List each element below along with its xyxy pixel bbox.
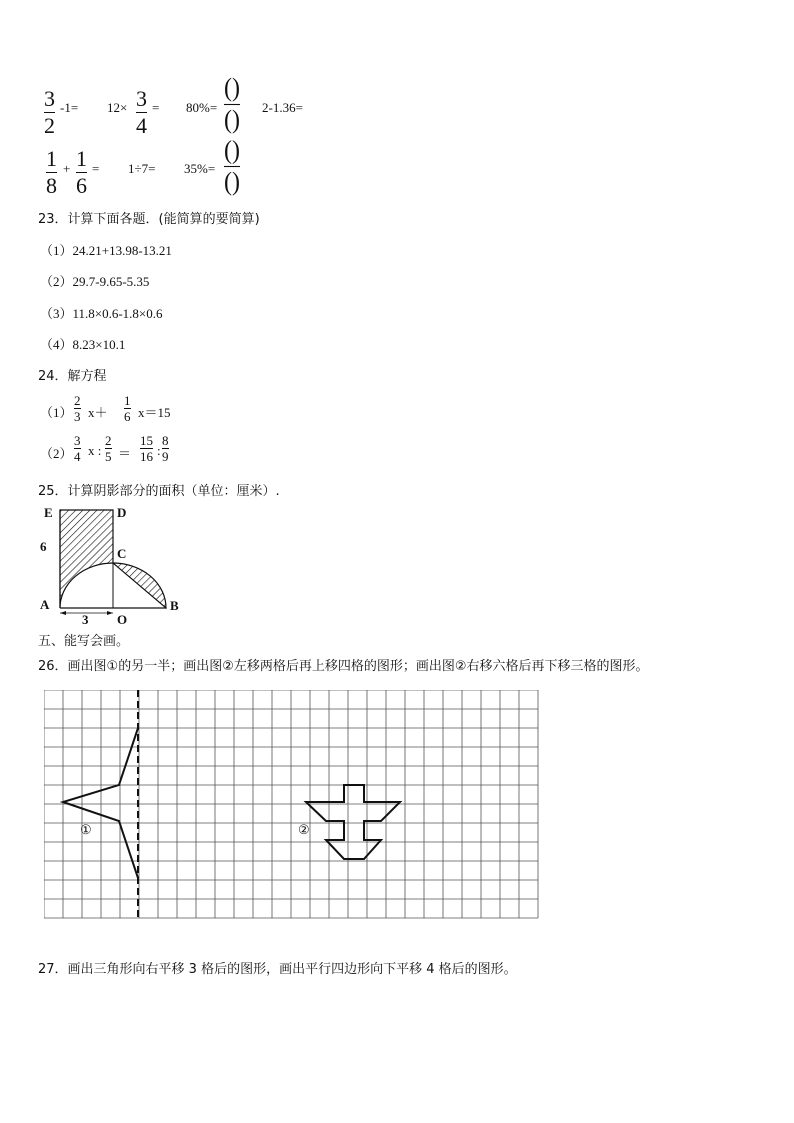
calc-6: 1÷7= [128,161,156,176]
eq1-fraction-2: 1 6 [124,393,131,424]
q25-title: 25．计算阴影部分的面积（单位：厘米）. [38,484,280,499]
calc-5-tail: = [92,161,100,176]
eq1-label: （1） [40,405,73,420]
grid-lines [44,690,538,918]
eq1-mid: x＋ [88,405,108,420]
dimension-6: 6 [40,539,47,554]
eq2-mid: x : [88,443,102,458]
dimension-3: 3 [82,612,89,627]
eq2-equals: ＝ [118,446,132,461]
calc-3-prefix: 80%= [186,100,218,115]
eq2-fraction-1: 3 4 [74,433,81,464]
eq1-tail: x＝15 [138,405,171,420]
fraction-1-8: 1 8 [46,146,57,198]
point-label-E: E [44,505,53,520]
shaded-area-figure [36,500,186,628]
figure-1-label: ① [80,822,92,837]
calc-2-prefix: 12× [107,100,128,115]
q23-item-2: （2）29.7-9.65-5.35 [40,274,150,289]
fraction-1-6: 1 6 [76,146,87,198]
drawing-grid[interactable] [44,690,552,937]
calc-1-tail: -1= [60,100,79,115]
calc-7-prefix: 35%= [184,161,216,176]
q24-title: 24．解方程 [38,369,107,384]
calc-2-tail: = [152,100,160,115]
eq2-fraction-4: 8 9 [162,433,169,464]
q23-item-1: （1）24.21+13.98-13.21 [40,243,172,258]
point-label-C: C [117,546,127,561]
point-label-D: D [117,505,127,520]
point-label-O: O [117,612,128,627]
q26-title: 26．画出图①的另一半；画出图②左移两格后再上移四格的图形；画出图②右移六格后再下移三格的图形。 [38,659,649,674]
calc-4: 2-1.36= [262,100,303,115]
point-label-B: B [170,598,179,613]
eq2-fraction-2: 2 5 [105,433,112,464]
blank-fraction-1: () () [224,74,240,135]
eq1-fraction-1: 2 3 [74,393,81,424]
q23-item-4: （4）8.23×10.1 [40,337,126,352]
fraction-3-2: 3 2 [44,86,55,138]
blank-fraction-2: () () [224,136,240,197]
q23-item-3: （3）11.8×0.6-1.8×0.6 [40,306,163,321]
eq2-colon: : [157,443,161,458]
figure-2-label: ② [298,822,310,837]
eq2-fraction-3: 15 16 [140,433,153,464]
plus-sign: + [63,161,71,176]
figure-1-half [63,728,138,878]
q23-title: 23．计算下面各题．(能简算的要简算) [38,212,260,227]
q27-title: 27．画出三角形向右平移 3 格后的图形，画出平行四边形向下平移 4 格后的图形。 [38,962,517,977]
point-label-A: A [40,597,50,612]
eq2-label: （2） [40,446,73,461]
fraction-3-4: 3 4 [136,86,147,138]
section-5-title: 五、能写会画。 [38,634,130,649]
